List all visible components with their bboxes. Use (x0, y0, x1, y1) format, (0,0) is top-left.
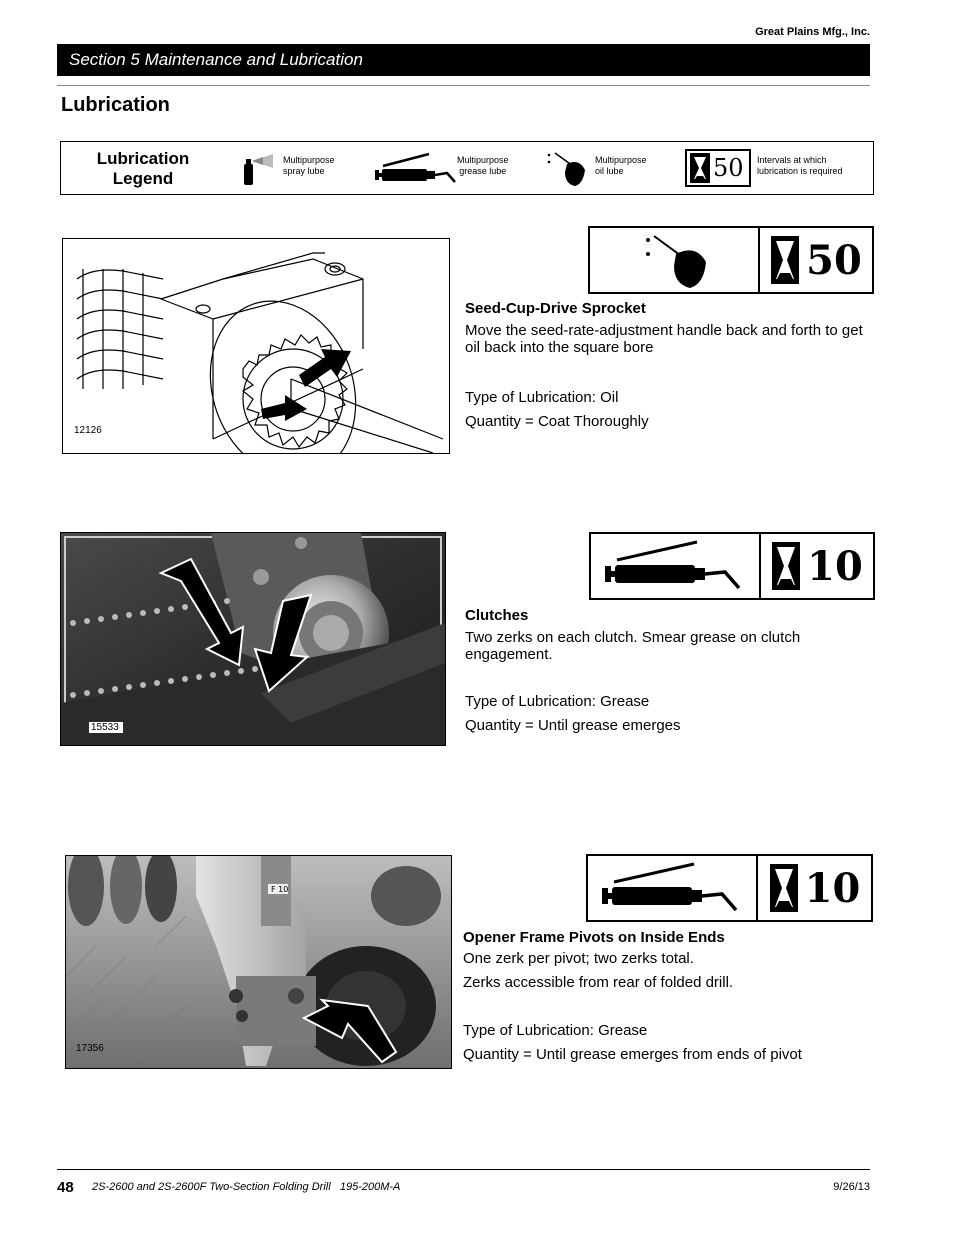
spray-label-line1: Multipurpose (283, 155, 335, 165)
item-description: Move the seed-rate-adjustment handle back and forth to get oil back into the square bore (465, 322, 863, 356)
interval-icon (685, 149, 751, 187)
interval-value: 10 (807, 542, 863, 590)
legend-title (83, 149, 203, 189)
figure-tag: F 10 (271, 885, 289, 894)
legend-title-line1: Lubrication (96, 149, 190, 168)
company-name: Great Plains Mfg., Inc. (755, 26, 870, 38)
interval-label-line1: Intervals at which (757, 155, 827, 165)
interval-label-line2: lubrication is required (757, 166, 843, 176)
clutch-photo-rendering (61, 533, 445, 745)
spray-label-line2: spray lube (283, 166, 325, 176)
footer-rule (57, 1169, 870, 1170)
lube-icon-box-oil (588, 226, 874, 294)
page-number: 48 (57, 1179, 74, 1196)
figure-number: 17356 (76, 1043, 104, 1054)
page-title: Lubrication (61, 94, 170, 116)
item-lube-quantity: Quantity = Until grease emerges (465, 717, 681, 734)
footer-date: 9/26/13 (833, 1181, 870, 1193)
grease-gun-icon (371, 152, 461, 186)
grease-gun-icon (594, 860, 750, 916)
hourglass-icon (689, 152, 711, 184)
oil-can-icon (545, 150, 589, 188)
figure-clutches (60, 532, 446, 746)
item-heading: Opener Frame Pivots on Inside Ends (463, 929, 725, 946)
spray-can-icon (241, 152, 277, 186)
sprocket-line-drawing (63, 239, 449, 453)
item-lube-type: Type of Lubrication: Grease (465, 693, 650, 710)
oil-label-line1: Multipurpose (595, 155, 647, 165)
header-rule (57, 85, 870, 86)
item-lube-quantity: Quantity = Until grease emerges from ends of pivot (463, 1046, 802, 1063)
grease-label-line1: Multipurpose (457, 155, 509, 165)
figure-opener-frame-pivots (65, 855, 452, 1069)
opener-pivot-photo-rendering (66, 856, 451, 1068)
lube-icon-box-grease (589, 532, 875, 600)
section-header: Section 5 Maintenance and Lubrication (57, 44, 870, 76)
hourglass-icon (769, 863, 799, 913)
legend-interval-value: 50 (713, 154, 744, 182)
item-lube-type: Type of Lubrication: Grease (463, 1022, 648, 1039)
grease-gun-icon (597, 538, 753, 594)
figure-seed-cup-drive-sprocket (62, 238, 450, 454)
footer-document-title: 2S-2600 and 2S-2600F Two-Section Folding Drill 195-200M-A (92, 1181, 401, 1193)
hourglass-icon (770, 235, 800, 285)
item-description: Two zerks on each clutch. Smear grease on clutch engagement. (465, 629, 801, 663)
grease-label-line2: grease lube (459, 166, 507, 176)
item-heading: Seed-Cup-Drive Sprocket (465, 300, 646, 317)
item-heading: Clutches (465, 607, 529, 624)
interval-value: 50 (806, 236, 862, 284)
item-description-2: Zerks accessible from rear of folded drill. (463, 974, 734, 991)
item-lube-quantity: Quantity = Coat Thoroughly (465, 413, 649, 430)
oil-label-line2: oil lube (595, 166, 624, 176)
hourglass-icon (771, 541, 801, 591)
figure-number: 15533 (89, 722, 123, 733)
oil-can-icon (634, 230, 714, 290)
lube-icon-box-grease (586, 854, 873, 922)
legend-title-line2: Legend (112, 169, 174, 188)
figure-number: 12126 (74, 425, 102, 436)
lubrication-legend (60, 141, 874, 195)
interval-value: 10 (804, 864, 861, 912)
item-lube-type: Type of Lubrication: Oil (465, 389, 619, 406)
item-description: One zerk per pivot; two zerks total. (463, 950, 694, 967)
